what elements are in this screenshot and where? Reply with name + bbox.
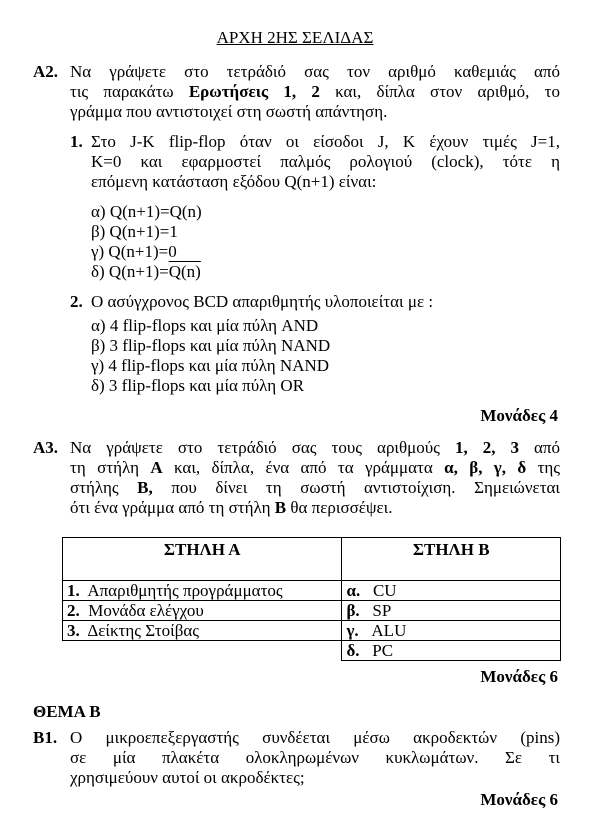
a2-questions-ref: Ερωτήσεις 1, 2 [188, 82, 320, 101]
q2-option-b: β) 3 flip-flops και μία πύλη NAND [91, 336, 331, 355]
row-term: Δείκτης Στοίβας [87, 621, 200, 640]
b1-line-1: Ο μικροεπεξεργαστής συνδέεται μέσω ακροδεκτών (pins) [70, 728, 560, 747]
column-b-cell [342, 621, 561, 641]
row-term: Απαριθμητής προγράμματος [87, 581, 283, 600]
a3-line-1 [70, 438, 560, 458]
row-term: Μονάδα ελέγχου [88, 601, 204, 620]
column-b-cell [342, 581, 561, 601]
a2-marks: Μονάδες 4 [480, 406, 558, 425]
column-b-cell [342, 601, 561, 621]
column-b-cell [342, 641, 561, 661]
a3-line-1-text: Να γράψετε στο τετράδιό σας τους αριθμούς [70, 438, 440, 457]
a3-line-3-text: στήλης [70, 478, 119, 497]
a3-numbers: 1, 2, 3 [454, 438, 519, 457]
page-header: ΑΡΧΗ 2ΗΣ ΣΕΛΙΔΑΣ [216, 28, 374, 47]
row-letter: β. [346, 601, 360, 620]
a3-line-3 [70, 478, 560, 498]
q1-number: 1. [70, 132, 83, 151]
row-option: ALU [371, 621, 407, 640]
column-a-header: ΣΤΗΛΗ Α [63, 538, 342, 581]
b1-line-3: χρησιμεύουν αυτοί οι ακροδέκτες; [70, 768, 305, 787]
q2-number: 2. [70, 292, 83, 311]
q1-line-2: K=0 και εφαρμοστεί παλμός ρολογιού (clock), τότε η [91, 152, 560, 171]
q2-option-a: α) 4 flip-flops και μία πύλη AND [91, 316, 319, 335]
table-row [63, 601, 561, 621]
a3-line-4-post: θα περισσέψει. [290, 498, 393, 517]
row-option: CU [372, 581, 397, 600]
row-letter: γ. [346, 621, 359, 640]
table-row [63, 581, 561, 601]
q1-option-a: α) Q(n+1)=Q(n) [91, 202, 202, 221]
q1-option-d-prefix: δ) Q(n+1)= [91, 262, 169, 281]
a3-line-3-post: που δίνει τη σωστή αντιστοίχιση. Σημειώνεται [171, 478, 561, 497]
q2-option-d: δ) 3 flip-flops και μία πύλη OR [91, 376, 305, 395]
q1-line-3: επόμενη κατάσταση εξόδου Q(n+1) είναι: [91, 172, 377, 191]
column-a-cell [63, 621, 342, 641]
row-number: 3. [67, 621, 80, 640]
table-row [63, 621, 561, 641]
q1-option-d [91, 262, 201, 282]
q2-option-c: γ) 4 flip-flops και μία πύλη NAND [91, 356, 330, 375]
a3-column-b-ref-2: Β [274, 498, 287, 517]
a3-line-2 [70, 458, 560, 478]
q1-option-b: β) Q(n+1)=1 [91, 222, 178, 241]
a2-intro-text: τις παρακάτω [70, 82, 174, 101]
q2-text: Ο ασύγχρονος BCD απαριθμητής υλοποιείται με : [91, 292, 434, 311]
table-row [63, 641, 561, 661]
a2-intro-line-3: γράμμα που αντιστοιχεί στη σωστή απάντηση. [70, 102, 388, 121]
a3-column-b-ref: Β, [137, 478, 153, 497]
q1-line-1: Στο J-K flip-flop όταν οι είσοδοι J, K έχουν τιμές J=1, [91, 132, 560, 151]
row-number: 1. [67, 581, 80, 600]
a3-line-4 [70, 498, 393, 518]
row-letter: α. [346, 581, 361, 600]
thema-b-title: ΘΕΜΑ Β [33, 702, 101, 721]
column-a-cell [63, 601, 342, 621]
a3-line-4-text: ότι ένα γράμμα από τη στήλη [70, 498, 271, 517]
a3-line-2-mid: και, δίπλα, ένα από τα γράμματα [174, 458, 433, 477]
a3-marks: Μονάδες 6 [480, 667, 558, 686]
matching-table [62, 537, 561, 661]
a3-column-a-ref: Α [150, 458, 163, 477]
a3-line-2-post: της [537, 458, 561, 477]
table-header-row [63, 538, 561, 581]
a3-letters: α, β, γ, δ [444, 458, 527, 477]
a2-label: Α2. [33, 62, 59, 81]
row-number: 2. [67, 601, 80, 620]
b1-label: Β1. [33, 728, 58, 747]
b1-line-2: σε μία πλακέτα ολοκληρωμένων κυκλωμάτων. Σε τι [70, 748, 560, 767]
a3-line-1-post: από [534, 438, 561, 457]
a2-intro-line-2 [70, 82, 560, 102]
a2-intro-line-1: Να γράψετε στο τετράδιό σας τον αριθμό καθεμιάς από [70, 62, 560, 81]
a3-label: Α3. [33, 438, 59, 457]
row-option: SP [372, 601, 392, 620]
q1-option-c: γ) Q(n+1)=0 [91, 242, 177, 261]
column-a-empty-cell [63, 641, 342, 661]
q1-option-d-complement: Q(n) [168, 262, 201, 281]
row-letter: δ. [346, 641, 360, 660]
row-option: PC [372, 641, 394, 660]
column-a-cell [63, 581, 342, 601]
b1-marks: Μονάδες 6 [480, 790, 558, 809]
a3-line-2-text: τη στήλη [70, 458, 139, 477]
a2-intro-text-2: και, δίπλα στον αριθμό, το [335, 82, 560, 101]
column-b-header: ΣΤΗΛΗ Β [342, 538, 561, 581]
